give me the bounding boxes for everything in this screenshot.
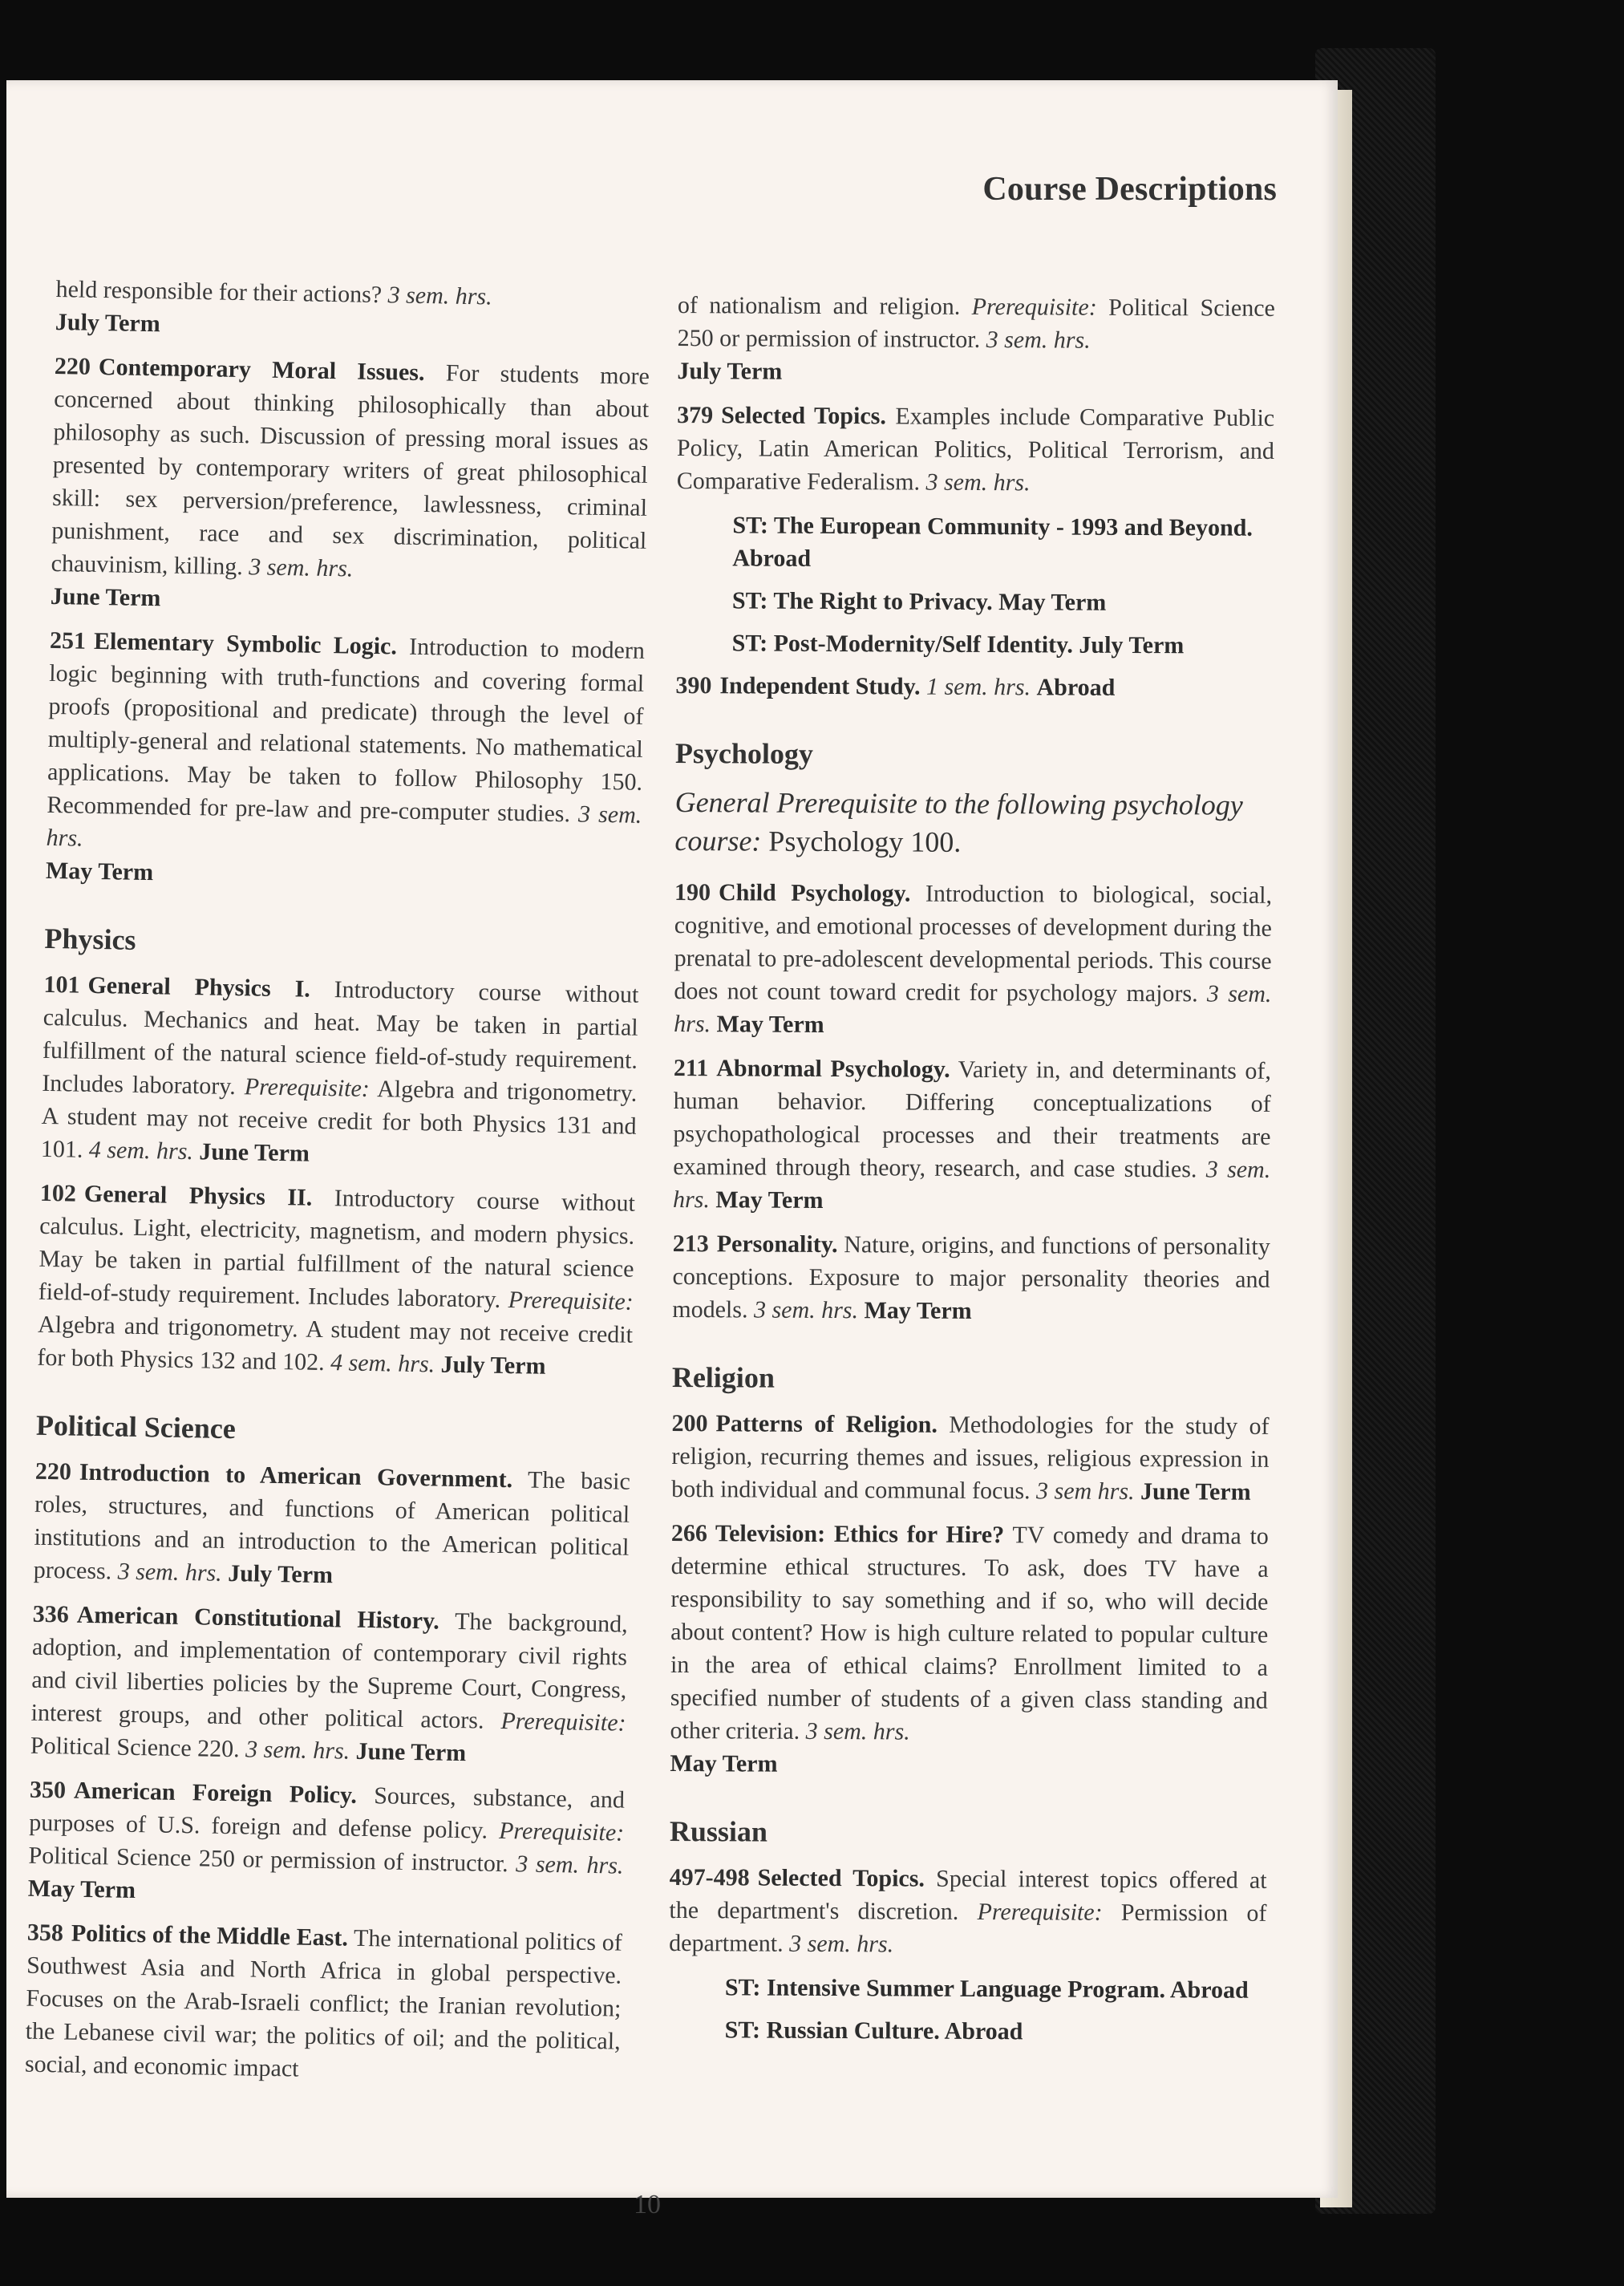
section-heading-physics: Physics — [44, 922, 136, 956]
right-column — [668, 289, 1275, 2059]
course-entry: 211 Abnormal Psychology. Variety in, and determinants of, human behavior. Differing conceptualizations of psychopathological processes and their treatments are examined through theory, research, and case studies. 3 sem. hrs. May Term — [672, 1054, 1271, 1214]
course-entry: 266 Television: Ethics for Hire? TV comedy and drama to determine ethical structures. To ask, does TV have a responsibility to say something and if so, who will decide about content? How is high culture related to popular culture in the area of ethical claims? Enrollment limited to a specified number of students of a given class standing and other criteria. 3 sem. hrs. May Term — [670, 1519, 1269, 1777]
special-topic: ST: Post-Modernity/Self Identity. July Term — [731, 630, 1185, 659]
section-heading-political-science: Political Science — [35, 1408, 237, 1445]
course-entry: 358 Politics of the Middle East. The international politics of Southwest Asia and North Africa in global perspective. Focuses on the Arab-Israeli conflict; the Iranian revolution; the Lebanese civil war; the politics of oil; and the political, social, and economic impact — [24, 1919, 623, 2082]
course-entry: 101 General Physics I. Introductory course without calculus. Mechanics and heat. May be taken in partial fulfillment of the natural science field-of-study requirement. Includes laboratory. Prerequisite: Algebra and trigonometry. A student may not receive credit for both Physics 131 and 101. 4 sem. hrs. June Term — [40, 971, 639, 1167]
course-entry: 379 Selected Topics. Examples include Comparative Public Policy, Latin American Politics, Political Terrorism, and Comparative Federalism. 3 sem. hrs. — [676, 401, 1275, 497]
page-number: 10 — [634, 2190, 661, 2219]
course-entry: 336 American Constitutional History. The background, adoption, and implementation of contemporary civil rights and civil liberties policies by the Supreme Court, Congress, interest groups, and other political actors. Prerequisite: Political Science 220. 3 sem. hrs. June Term — [30, 1600, 628, 1767]
continued-entry: held responsible for their actions? 3 sem. hrs. July Term — [55, 275, 492, 338]
course-entry: 200 Patterns of Religion. Methodologies for the study of religion, recurring themes and issues, religious expression in both individual and communal focus. 3 sem hrs. June Term — [671, 1409, 1270, 1506]
course-entry: 213 Personality. Nature, origins, and functions of personality conceptions. Exposure to major personality theories and models. 3 sem. hrs. May Term — [672, 1230, 1270, 1324]
section-heading-religion: Religion — [671, 1360, 776, 1394]
special-topic: ST: The Right to Privacy. May Term — [731, 587, 1107, 616]
course-entry: 497-498 Selected Topics. Special interest topics offered at the department's discretion. Prerequisite: Permission of department. 3 sem. hrs. — [669, 1863, 1267, 1958]
course-entry: 220 Contemporary Moral Issues. For students more concerned about thinking philosophically than about philosophy as such. Discussion of pressing moral issues as presented by contemporary writers of great philosophical skill: sex perversion/preference, lawlessness, criminal punishment, race and sex discrimination, political chauvinism, killing. 3 sem. hrs. June Term — [50, 352, 650, 612]
section-heading-psychology: Psychology — [674, 736, 814, 770]
course-entry: 251 Elementary Symbolic Logic. Introduction to modern logic beginning with truth-functions and covering formal proofs (propositional and predicate) through the level of multiply-general and relational statements. No mathematical applications. May be taken to follow Philosophy 150. Recommended for pre-law and pre-computer studies. 3 sem. hrs. May Term — [45, 626, 646, 886]
continued-entry: of nationalism and religion. Prerequisite: Political Science 250 or permission of instructor. 3 sem. hrs. July Term — [677, 291, 1275, 385]
course-entry: 390 Independent Study. 1 sem. hrs. Abroad — [675, 671, 1116, 701]
left-column — [24, 273, 650, 2102]
special-topic: ST: The European Community - 1993 and Beyond. Abroad — [732, 512, 1253, 572]
course-entry: 190 Child Psychology. Introduction to biological, social, cognitive, and emotional processes of development during the prenatal to pre-adolescent developmental periods. This course does not count toward credit for psychology majors. 3 sem. hrs. May Term — [674, 878, 1273, 1038]
page-header: Course Descriptions — [982, 171, 1277, 208]
special-topic: ST: Russian Culture. Abroad — [724, 2016, 1023, 2045]
course-entry: 220 Introduction to American Government. The basic roles, structures, and functions of American political institutions and an introduction to the American political process. 3 sem. hrs. July Term — [33, 1457, 631, 1589]
general-prerequisite: General Prerequisite to the following psychology course: Psychology 100. — [674, 785, 1243, 858]
section-heading-russian: Russian — [669, 1814, 768, 1848]
special-topic: ST: Intensive Summer Language Program. Abroad — [724, 1974, 1249, 2004]
course-entry: 350 American Foreign Policy. Sources, substance, and purposes of U.S. foreign and defense policy. Prerequisite: Political Science 250 or permission of instructor. 3 sem. hrs. May Term — [27, 1776, 626, 1904]
course-entry: 102 General Physics II. Introductory course without calculus. Light, electricity, magnetism, and modern physics. May be taken in partial fulfillment of the natural science field-of-study requirement. Includes laboratory. Prerequisite: Algebra and trigonometry. A student may not receive credit for both Physics 132 and 102. 4 sem. hrs. July Term — [37, 1179, 636, 1380]
